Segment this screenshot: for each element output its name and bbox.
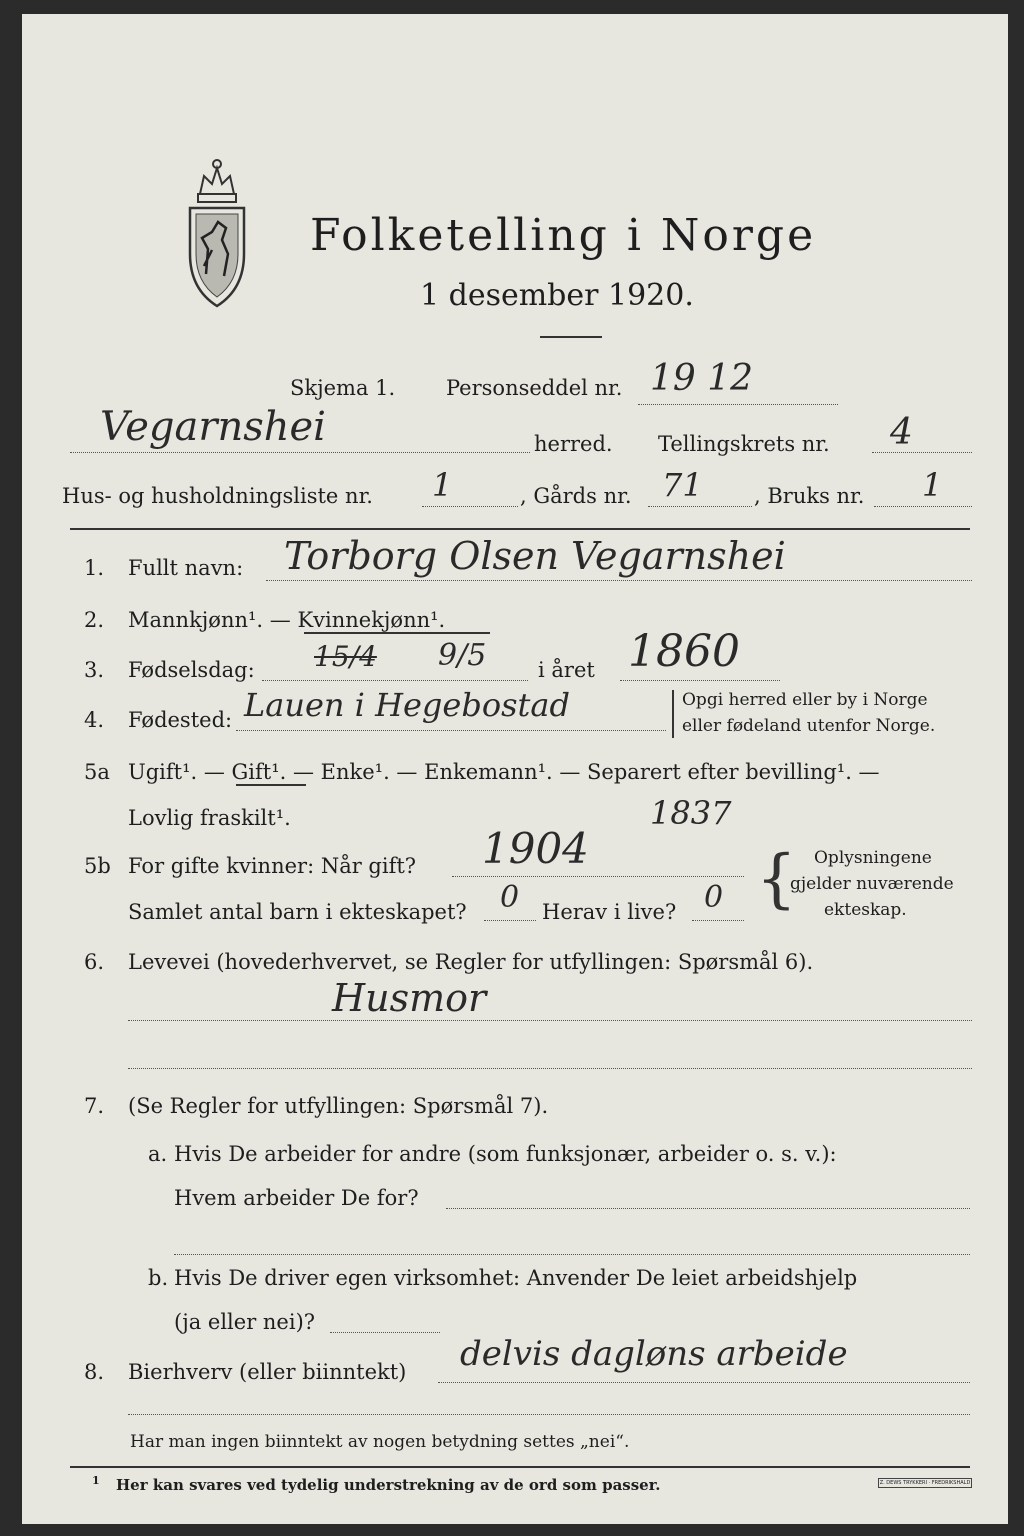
- form-title: Folketelling i Norge: [310, 210, 817, 261]
- q3-value: 9/5: [438, 638, 487, 673]
- q2-underline: [304, 632, 490, 634]
- q7-label: (Se Regler for utfyllingen: Spørsmål 7).: [128, 1094, 549, 1118]
- q5b-label: For gifte kvinner: Når gift?: [128, 854, 417, 878]
- hus-line: [422, 506, 518, 507]
- norway-coat-of-arms-icon: [182, 154, 252, 314]
- q4-label: Fødested:: [128, 708, 233, 732]
- personseddel-line: [638, 404, 838, 405]
- q5b-value-2: 1837: [650, 794, 732, 832]
- q3-label: Fødselsdag:: [128, 658, 255, 682]
- q4-line: [236, 730, 666, 731]
- footnote-text: Her kan svares ved tydelig understrekning av de ord som passer.: [116, 1476, 661, 1494]
- q5b-children-value: 0: [500, 880, 520, 915]
- q5b-line: [452, 876, 744, 877]
- q7a-label-2: Hvem arbeider De for?: [174, 1186, 419, 1210]
- q2-label: Mannkjønn¹. — Kvinnekjønn¹.: [128, 608, 446, 632]
- tellingskrets-value: 4: [890, 412, 913, 453]
- q7a-label: Hvis De arbeider for andre (som funksjonær, arbeider o. s. v.):: [174, 1142, 837, 1166]
- q8-label: Bierhverv (eller biinntekt): [128, 1360, 407, 1384]
- q5b-brace: {: [756, 842, 797, 916]
- q4-note-2: eller fødeland utenfor Norge.: [682, 716, 936, 736]
- q5b-value: 1904: [482, 824, 589, 873]
- q6-line-2: [128, 1068, 972, 1069]
- q5b-alive-label: Herav i live?: [542, 900, 677, 924]
- bruks-value: 1: [922, 466, 943, 504]
- q5b-alive-value: 0: [704, 880, 724, 915]
- gards-label: , Gårds nr.: [520, 484, 632, 508]
- q5a-label-2: Lovlig fraskilt¹.: [128, 806, 291, 830]
- q7b-line: [330, 1332, 440, 1333]
- hus-label: Hus- og husholdningsliste nr.: [62, 484, 373, 508]
- tellingskrets-label: Tellingskrets nr.: [658, 432, 830, 456]
- q7-number: 7.: [84, 1094, 105, 1118]
- footer-rule: [70, 1466, 970, 1468]
- q8-value: delvis dagløns arbeide: [460, 1334, 848, 1374]
- q7a-line-1: [446, 1208, 970, 1209]
- bruks-line: [874, 506, 972, 507]
- footnote-mark: 1: [92, 1474, 100, 1487]
- q8-line-1: [438, 1382, 970, 1383]
- q3-year-value: 1860: [628, 626, 740, 677]
- q5a-number: 5a: [84, 760, 110, 784]
- herred-value: Vegarnshei: [100, 404, 326, 450]
- q8-line-2: [128, 1414, 970, 1415]
- biinntekt-note: Har man ingen biinntekt av nogen betydning settes „nei“.: [130, 1432, 630, 1452]
- q7a-line-2: [174, 1254, 970, 1255]
- skjema-label: Skjema 1.: [290, 376, 396, 400]
- herred-line: [70, 452, 530, 453]
- q1-number: 1.: [84, 556, 105, 580]
- census-form: [22, 14, 1008, 1524]
- gards-line: [648, 506, 752, 507]
- q6-label: Levevei (hovederhvervet, se Regler for utfyllingen: Spørsmål 6).: [128, 950, 814, 974]
- q5a-label: Ugift¹. — Gift¹. — Enke¹. — Enkemann¹. — Separert efter bevilling¹. —: [128, 760, 880, 784]
- gards-value: 71: [662, 466, 703, 504]
- q5b-children-line: [484, 920, 536, 921]
- personseddel-label: Personseddel nr.: [446, 376, 623, 400]
- title-divider: [540, 336, 602, 338]
- q6-line-1: [128, 1020, 972, 1021]
- q3-struck-value: 15/4: [314, 640, 377, 673]
- q5b-children-label: Samlet antal barn i ekteskapet?: [128, 900, 467, 924]
- q4-note-1: Opgi herred eller by i Norge: [682, 690, 928, 710]
- q5b-note-3: ekteskap.: [824, 900, 907, 920]
- herred-label: herred.: [534, 432, 613, 456]
- q3-number: 3.: [84, 658, 105, 682]
- q8-number: 8.: [84, 1360, 105, 1384]
- q3-line: [262, 680, 528, 681]
- q2-number: 2.: [84, 608, 105, 632]
- bruks-label: , Bruks nr.: [754, 484, 865, 508]
- q5b-number: 5b: [84, 854, 111, 878]
- hus-value: 1: [432, 466, 453, 504]
- q6-number: 6.: [84, 950, 105, 974]
- census-date: 1 desember 1920.: [420, 278, 694, 313]
- q4-brace: [672, 690, 674, 738]
- q7b-label-2: (ja eller nei)?: [174, 1310, 316, 1334]
- q1-value: Torborg Olsen Vegarnshei: [284, 534, 786, 578]
- q6-value: Husmor: [332, 976, 487, 1020]
- q4-number: 4.: [84, 708, 105, 732]
- q7b-label: Hvis De driver egen virksomhet: Anvender De leiet arbeidshjelp: [174, 1266, 858, 1290]
- q1-label: Fullt navn:: [128, 556, 244, 580]
- q7b-number: b.: [148, 1266, 169, 1290]
- q3-year-line: [620, 680, 780, 681]
- q5b-note-2: gjelder nuværende: [790, 874, 954, 894]
- q1-line: [266, 580, 972, 581]
- printer-stamp: Z. DEWS TRYKKERI · FREDRIKSHALD: [879, 1480, 971, 1486]
- q5a-gift-underline: [236, 784, 306, 786]
- header-rule: [70, 528, 970, 530]
- q3-year-label: i året: [538, 658, 595, 682]
- q4-value: Lauen i Hegebostad: [244, 686, 570, 724]
- tellingskrets-line: [872, 452, 972, 453]
- q5b-alive-line: [692, 920, 744, 921]
- q5b-note-1: Oplysningene: [814, 848, 932, 868]
- personseddel-value: 19 12: [650, 358, 754, 399]
- q7a-number: a.: [148, 1142, 168, 1166]
